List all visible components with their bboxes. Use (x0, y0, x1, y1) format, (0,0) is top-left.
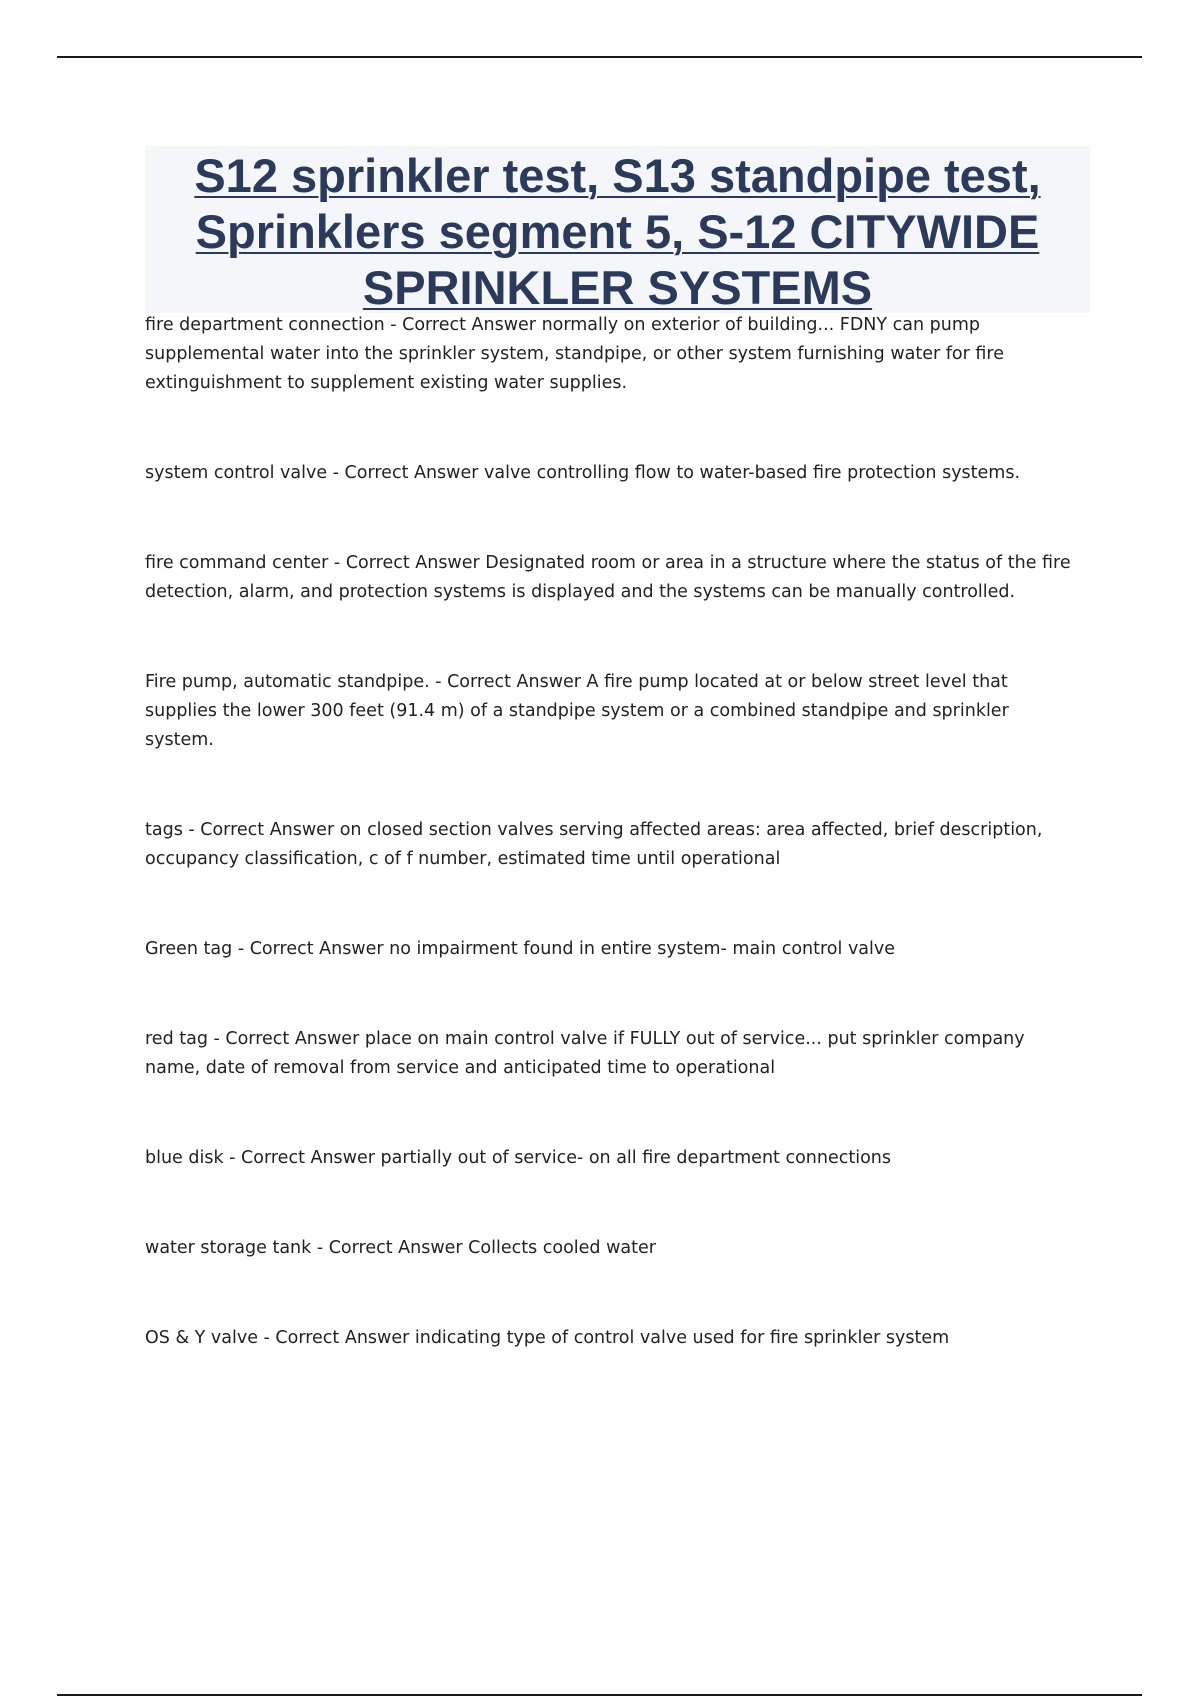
document-title: S12 sprinkler test, S13 standpipe test, Sprinklers segment 5, S-12 CITYWIDE SPRINKLER SYSTEMS (194, 149, 1041, 314)
flashcard-entry: red tag - Correct Answer place on main control valve if FULLY out of service... put sprinkler company name, date of removal from service and anticipated time to operational (145, 1029, 1025, 1078)
flashcard-entry: blue disk - Correct Answer partially out of service- on all fire department connections (145, 1148, 892, 1168)
flashcard-entry: water storage tank - Correct Answer Collects cooled water (145, 1238, 656, 1258)
flashcard-entry: system control valve - Correct Answer valve controlling flow to water-based fire protection systems. (145, 463, 1021, 483)
flashcard-entry: Green tag - Correct Answer no impairment found in entire system- main control valve (145, 939, 896, 959)
flashcard-list (145, 311, 1075, 1414)
flashcard-entry: Fire pump, automatic standpipe. - Correct Answer A fire pump located at or below street level that supplies the lower 300 feet (91.4 m) of a standpipe system or a combined standpipe and sprinkler system. (145, 672, 1009, 750)
flashcard-entry: tags - Correct Answer on closed section valves serving affected areas: area affected, brief description, occupancy classification, c of f number, estimated time until operational (145, 820, 1043, 869)
flashcard-entry: fire department connection - Correct Answer normally on exterior of building... FDNY can pump supplemental water into the sprinkler system, standpipe, or other system furnishing water for fire extinguishment to supplement existing water supplies. (145, 315, 1004, 393)
flashcard-entry: fire command center - Correct Answer Designated room or area in a structure where the status of the fire detection, alarm, and protection systems is displayed and the systems can be manually controlled. (145, 553, 1071, 602)
header-rule (57, 56, 1142, 58)
title-banner (145, 146, 1090, 313)
footer-rule (57, 1694, 1142, 1696)
flashcard-entry: OS & Y valve - Correct Answer indicating type of control valve used for fire sprinkler system (145, 1328, 950, 1348)
